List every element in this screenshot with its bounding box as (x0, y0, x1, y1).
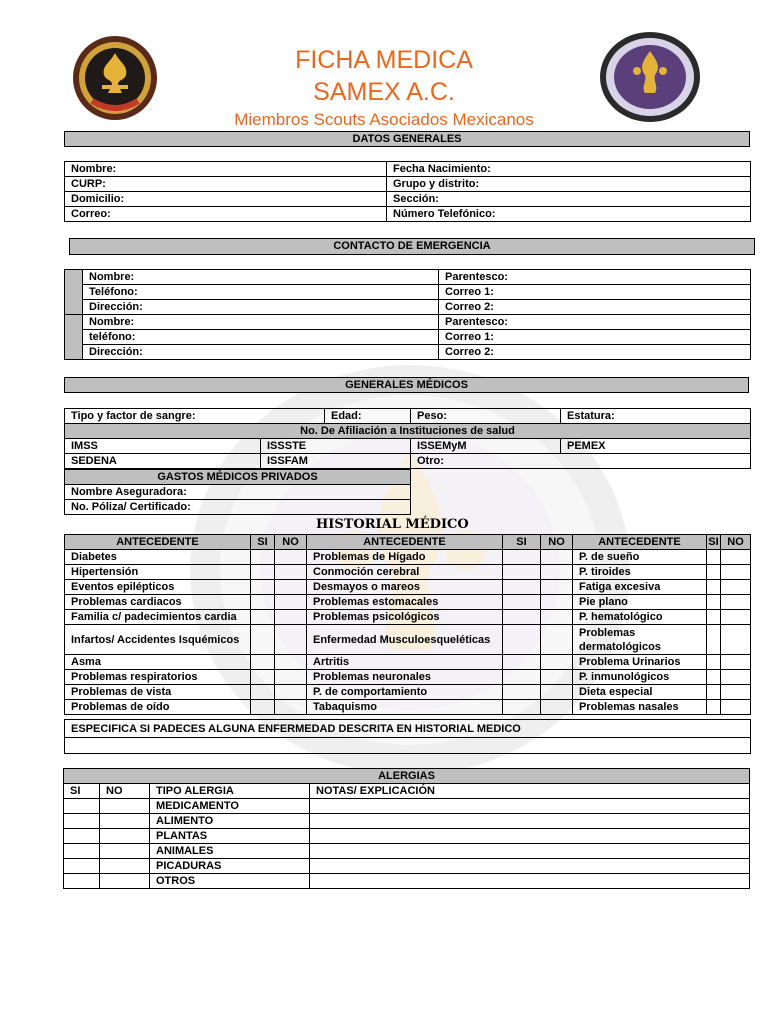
no-checkbox[interactable] (275, 655, 307, 670)
table-row (65, 177, 751, 192)
no-checkbox[interactable] (541, 565, 573, 580)
alergia-si-checkbox[interactable] (64, 799, 100, 814)
col-si-1: SI (251, 535, 275, 550)
sedena-field[interactable]: SEDENA (65, 454, 261, 469)
tipo-alergia-label: PICADURAS (150, 859, 310, 874)
table-row (65, 655, 751, 670)
contacto-2-parentesco[interactable]: Parentesco: (439, 315, 751, 330)
organization-subtitle: Miembros Scouts Asociados Mexicanos (234, 110, 534, 129)
tipo-alergia-label: ALIMENTO (150, 814, 310, 829)
si-checkbox[interactable] (251, 610, 275, 625)
table-row (65, 500, 411, 515)
no-checkbox[interactable] (275, 610, 307, 625)
antecedente-label: Conmoción cerebral (307, 565, 503, 580)
alergia-no-checkbox[interactable] (100, 829, 150, 844)
antecedente-label: Problemas estomacales (307, 595, 503, 610)
contacto-2-correo-2[interactable]: Correo 2: (439, 345, 751, 360)
col-si-2: SI (503, 535, 541, 550)
si-checkbox[interactable] (251, 595, 275, 610)
notas-field[interactable] (310, 814, 750, 829)
generales-medicos-heading: GENERALES MÉDICOS (64, 377, 749, 393)
no-checkbox[interactable] (541, 610, 573, 625)
no-checkbox[interactable] (721, 565, 751, 580)
si-checkbox[interactable] (707, 550, 721, 565)
antecedente-label: Enfermedad Musculoesqueléticas (307, 625, 503, 655)
sangre-row (64, 408, 751, 439)
grupo-distrito-field[interactable]: Grupo y distrito: (387, 177, 751, 192)
no-checkbox[interactable] (721, 670, 751, 685)
alergia-no-checkbox[interactable] (100, 844, 150, 859)
antecedente-label: Familia c/ padecimientos cardia (65, 610, 251, 625)
no-checkbox[interactable] (541, 625, 573, 655)
telefono-field[interactable]: Número Telefónico: (387, 207, 751, 222)
table-row (65, 720, 751, 738)
alergias-heading: ALERGIAS (64, 769, 750, 784)
antecedente-label: Artritis (307, 655, 503, 670)
especifica-table (64, 719, 751, 754)
no-checkbox[interactable] (541, 580, 573, 595)
antecedente-label: P. de comportamiento (307, 685, 503, 700)
no-checkbox[interactable] (275, 595, 307, 610)
no-checkbox[interactable] (275, 685, 307, 700)
si-checkbox[interactable] (707, 580, 721, 595)
contacto-1-telefono[interactable]: Teléfono: (83, 285, 439, 300)
table-row (64, 829, 750, 844)
table-row (65, 738, 751, 754)
table-row (65, 580, 751, 595)
antecedente-label: Dieta especial (573, 685, 707, 700)
table-row (65, 207, 751, 222)
tipo-alergia-label: OTROS (150, 874, 310, 889)
col-antecedente-3: ANTECEDENTE (573, 535, 707, 550)
contacto-2-telefono[interactable]: teléfono: (83, 330, 439, 345)
antecedente-label: Diabetes (65, 550, 251, 565)
si-checkbox[interactable] (251, 670, 275, 685)
antecedente-label: Asma (65, 655, 251, 670)
antecedente-label: Problemas de Hígado (307, 550, 503, 565)
issfam-field[interactable]: ISSFAM (261, 454, 411, 469)
si-checkbox[interactable] (707, 595, 721, 610)
no-checkbox[interactable] (541, 670, 573, 685)
col-antecedente-1: ANTECEDENTE (65, 535, 251, 550)
antecedente-label: Problemas psicológicos (307, 610, 503, 625)
table-row (65, 409, 751, 424)
table-row (64, 844, 750, 859)
table-row (65, 700, 751, 715)
no-checkbox[interactable] (275, 700, 307, 715)
no-checkbox[interactable] (275, 670, 307, 685)
issste-field[interactable]: ISSSTE (261, 439, 411, 454)
col-si: SI (64, 784, 100, 799)
table-row (65, 670, 751, 685)
tipo-alergia-label: ANIMALES (150, 844, 310, 859)
col-no-2: NO (541, 535, 573, 550)
no-checkbox[interactable] (721, 610, 751, 625)
tipo-alergia-label: MEDICAMENTO (150, 799, 310, 814)
si-checkbox[interactable] (503, 610, 541, 625)
col-antecedente-2: ANTECEDENTE (307, 535, 503, 550)
si-checkbox[interactable] (251, 565, 275, 580)
antecedente-label: Problemas de oído (65, 700, 251, 715)
contacto-2-correo-1[interactable]: Correo 1: (439, 330, 751, 345)
no-checkbox[interactable] (541, 655, 573, 670)
table-row (65, 300, 751, 315)
si-checkbox[interactable] (707, 700, 721, 715)
si-checkbox[interactable] (503, 625, 541, 655)
alergia-si-checkbox[interactable] (64, 874, 100, 889)
col-no-1: NO (275, 535, 307, 550)
tipo-alergia-label: PLANTAS (150, 829, 310, 844)
fecha-nacimiento-field[interactable]: Fecha Nacimiento: (387, 162, 751, 177)
alergia-si-checkbox[interactable] (64, 829, 100, 844)
poliza-field[interactable]: No. Póliza/ Certificado: (65, 500, 411, 515)
si-checkbox[interactable] (707, 685, 721, 700)
table-row (65, 330, 751, 345)
curp-field[interactable]: CURP: (65, 177, 387, 192)
si-checkbox[interactable] (251, 655, 275, 670)
si-checkbox[interactable] (251, 685, 275, 700)
especifica-field[interactable] (65, 738, 751, 754)
notas-field[interactable] (310, 859, 750, 874)
si-checkbox[interactable] (707, 565, 721, 580)
si-checkbox[interactable] (251, 625, 275, 655)
table-row (65, 535, 751, 550)
table-row (65, 454, 751, 469)
alergias-table (63, 768, 750, 889)
no-checkbox[interactable] (721, 655, 751, 670)
si-checkbox[interactable] (503, 580, 541, 595)
si-checkbox[interactable] (503, 670, 541, 685)
seccion-field[interactable]: Sección: (387, 192, 751, 207)
antecedente-label: Pie plano (573, 595, 707, 610)
notas-field[interactable] (310, 799, 750, 814)
instituciones-table (64, 438, 751, 469)
imss-field[interactable]: IMSS (65, 439, 261, 454)
contacto-1-correo-2[interactable]: Correo 2: (439, 300, 751, 315)
table-row (65, 550, 751, 565)
datos-generales-heading: DATOS GENERALES (64, 131, 750, 147)
contacto-1-direccion[interactable]: Dirección: (83, 300, 439, 315)
antecedente-label: Problemas respiratorios (65, 670, 251, 685)
table-row (65, 595, 751, 610)
table-row (64, 814, 750, 829)
si-checkbox[interactable] (707, 610, 721, 625)
especifica-label: ESPECIFICA SI PADECES ALGUNA ENFERMEDAD DESCRITA EN HISTORIAL MEDICO (65, 720, 751, 738)
no-checkbox[interactable] (721, 685, 751, 700)
historial-body (65, 550, 751, 715)
antecedente-label: Problemas de vista (65, 685, 251, 700)
antecedente-label: Problemas nasales (573, 700, 707, 715)
contacto-1-nombre[interactable]: Nombre: (83, 270, 439, 285)
no-checkbox[interactable] (721, 595, 751, 610)
datos-generales-table (64, 161, 751, 222)
no-checkbox[interactable] (721, 550, 751, 565)
antecedente-label: Eventos epilépticos (65, 580, 251, 595)
alergia-si-checkbox[interactable] (64, 859, 100, 874)
domicilio-field[interactable]: Domicilio: (65, 192, 387, 207)
alergia-si-checkbox[interactable] (64, 844, 100, 859)
antecedente-label: Infartos/ Accidentes Isquémicos (65, 625, 251, 655)
no-checkbox[interactable] (541, 550, 573, 565)
antecedente-label: P. tiroides (573, 565, 707, 580)
table-row (65, 285, 751, 300)
antecedente-label: Problemas cardiacos (65, 595, 251, 610)
contacto-1-parentesco[interactable]: Parentesco: (439, 270, 751, 285)
table-row (64, 799, 750, 814)
no-checkbox[interactable] (721, 580, 751, 595)
gastos-privados-heading: GASTOS MÉDICOS PRIVADOS (65, 470, 411, 485)
table-row (64, 874, 750, 889)
no-checkbox[interactable] (275, 550, 307, 565)
otro-field[interactable]: Otro: (411, 454, 751, 469)
table-row (65, 270, 751, 285)
table-row (64, 784, 750, 799)
contact-1-marker (65, 270, 83, 315)
table-row (65, 315, 751, 330)
form-title: FICHA MEDICA (295, 46, 473, 74)
col-notas: NOTAS/ EXPLICACIÓN (310, 784, 750, 799)
tipo-sangre-field[interactable]: Tipo y factor de sangre: (65, 409, 325, 424)
contacto-emergencia-heading: CONTACTO DE EMERGENCIA (69, 238, 755, 255)
antecedente-label: Problema Urinarios (573, 655, 707, 670)
antecedente-label: Fatiga excesiva (573, 580, 707, 595)
alergia-no-checkbox[interactable] (100, 814, 150, 829)
issemym-field[interactable]: ISSEMyM (411, 439, 561, 454)
table-row (65, 485, 411, 500)
alergia-si-checkbox[interactable] (64, 814, 100, 829)
table-row (65, 424, 751, 439)
si-checkbox[interactable] (503, 700, 541, 715)
si-checkbox[interactable] (503, 565, 541, 580)
table-row (64, 769, 750, 784)
si-checkbox[interactable] (503, 655, 541, 670)
table-row (65, 685, 751, 700)
no-checkbox[interactable] (275, 580, 307, 595)
si-checkbox[interactable] (707, 670, 721, 685)
contact-2-marker (65, 315, 83, 360)
si-checkbox[interactable] (251, 580, 275, 595)
historial-heading: HISTORIAL MÉDICO (316, 517, 469, 532)
no-checkbox[interactable] (721, 700, 751, 715)
col-tipo-alergia: TIPO ALERGIA (150, 784, 310, 799)
antecedente-label: Desmayos o mareos (307, 580, 503, 595)
si-checkbox[interactable] (707, 625, 721, 655)
organization-name: SAMEX A.C. (313, 78, 455, 106)
col-no-3: NO (721, 535, 751, 550)
antecedente-label: Problemas neuronales (307, 670, 503, 685)
alergia-no-checkbox[interactable] (100, 859, 150, 874)
contacto-emergencia-table (64, 269, 751, 360)
notas-field[interactable] (310, 829, 750, 844)
contacto-2-direccion[interactable]: Dirección: (83, 345, 439, 360)
alergia-no-checkbox[interactable] (100, 799, 150, 814)
pemex-field[interactable]: PEMEX (561, 439, 751, 454)
alergia-no-checkbox[interactable] (100, 874, 150, 889)
historial-table (64, 534, 751, 715)
si-checkbox[interactable] (707, 655, 721, 670)
si-checkbox[interactable] (503, 685, 541, 700)
no-checkbox[interactable] (541, 700, 573, 715)
table-row (65, 470, 411, 485)
gastos-privados-table (64, 469, 411, 515)
table-row (65, 345, 751, 360)
correo-field[interactable]: Correo: (65, 207, 387, 222)
no-checkbox[interactable] (275, 625, 307, 655)
table-row (65, 610, 751, 625)
peso-field[interactable]: Peso: (411, 409, 561, 424)
col-si-3: SI (708, 536, 719, 548)
antecedente-label: P. inmunológicos (573, 670, 707, 685)
aseguradora-field[interactable]: Nombre Aseguradora: (65, 485, 411, 500)
no-checkbox[interactable] (541, 595, 573, 610)
antecedente-label: Problemas dermatológicos (573, 625, 707, 655)
si-checkbox[interactable] (251, 700, 275, 715)
si-checkbox[interactable] (503, 550, 541, 565)
si-checkbox[interactable] (251, 550, 275, 565)
table-row (65, 192, 751, 207)
contacto-2-nombre[interactable]: Nombre: (83, 315, 439, 330)
antecedente-label: Hipertensión (65, 565, 251, 580)
notas-field[interactable] (310, 874, 750, 889)
notas-field[interactable] (310, 844, 750, 859)
table-row (65, 625, 751, 655)
no-checkbox[interactable] (541, 685, 573, 700)
antecedente-label: P. de sueño (573, 550, 707, 565)
nombre-field[interactable]: Nombre: (65, 162, 387, 177)
alergias-body (64, 799, 750, 889)
col-no: NO (100, 784, 150, 799)
no-checkbox[interactable] (721, 625, 751, 655)
afiliacion-heading: No. De Afiliación a Instituciones de salud (65, 424, 751, 439)
table-row (65, 162, 751, 177)
antecedente-label: P. hematológico (573, 610, 707, 625)
table-row (64, 859, 750, 874)
si-checkbox[interactable] (503, 595, 541, 610)
edad-field[interactable]: Edad: (325, 409, 411, 424)
table-row (65, 565, 751, 580)
antecedente-label: Tabaquismo (307, 700, 503, 715)
no-checkbox[interactable] (275, 565, 307, 580)
estatura-field[interactable]: Estatura: (561, 409, 751, 424)
table-row (65, 439, 751, 454)
contacto-1-correo-1[interactable]: Correo 1: (439, 285, 751, 300)
